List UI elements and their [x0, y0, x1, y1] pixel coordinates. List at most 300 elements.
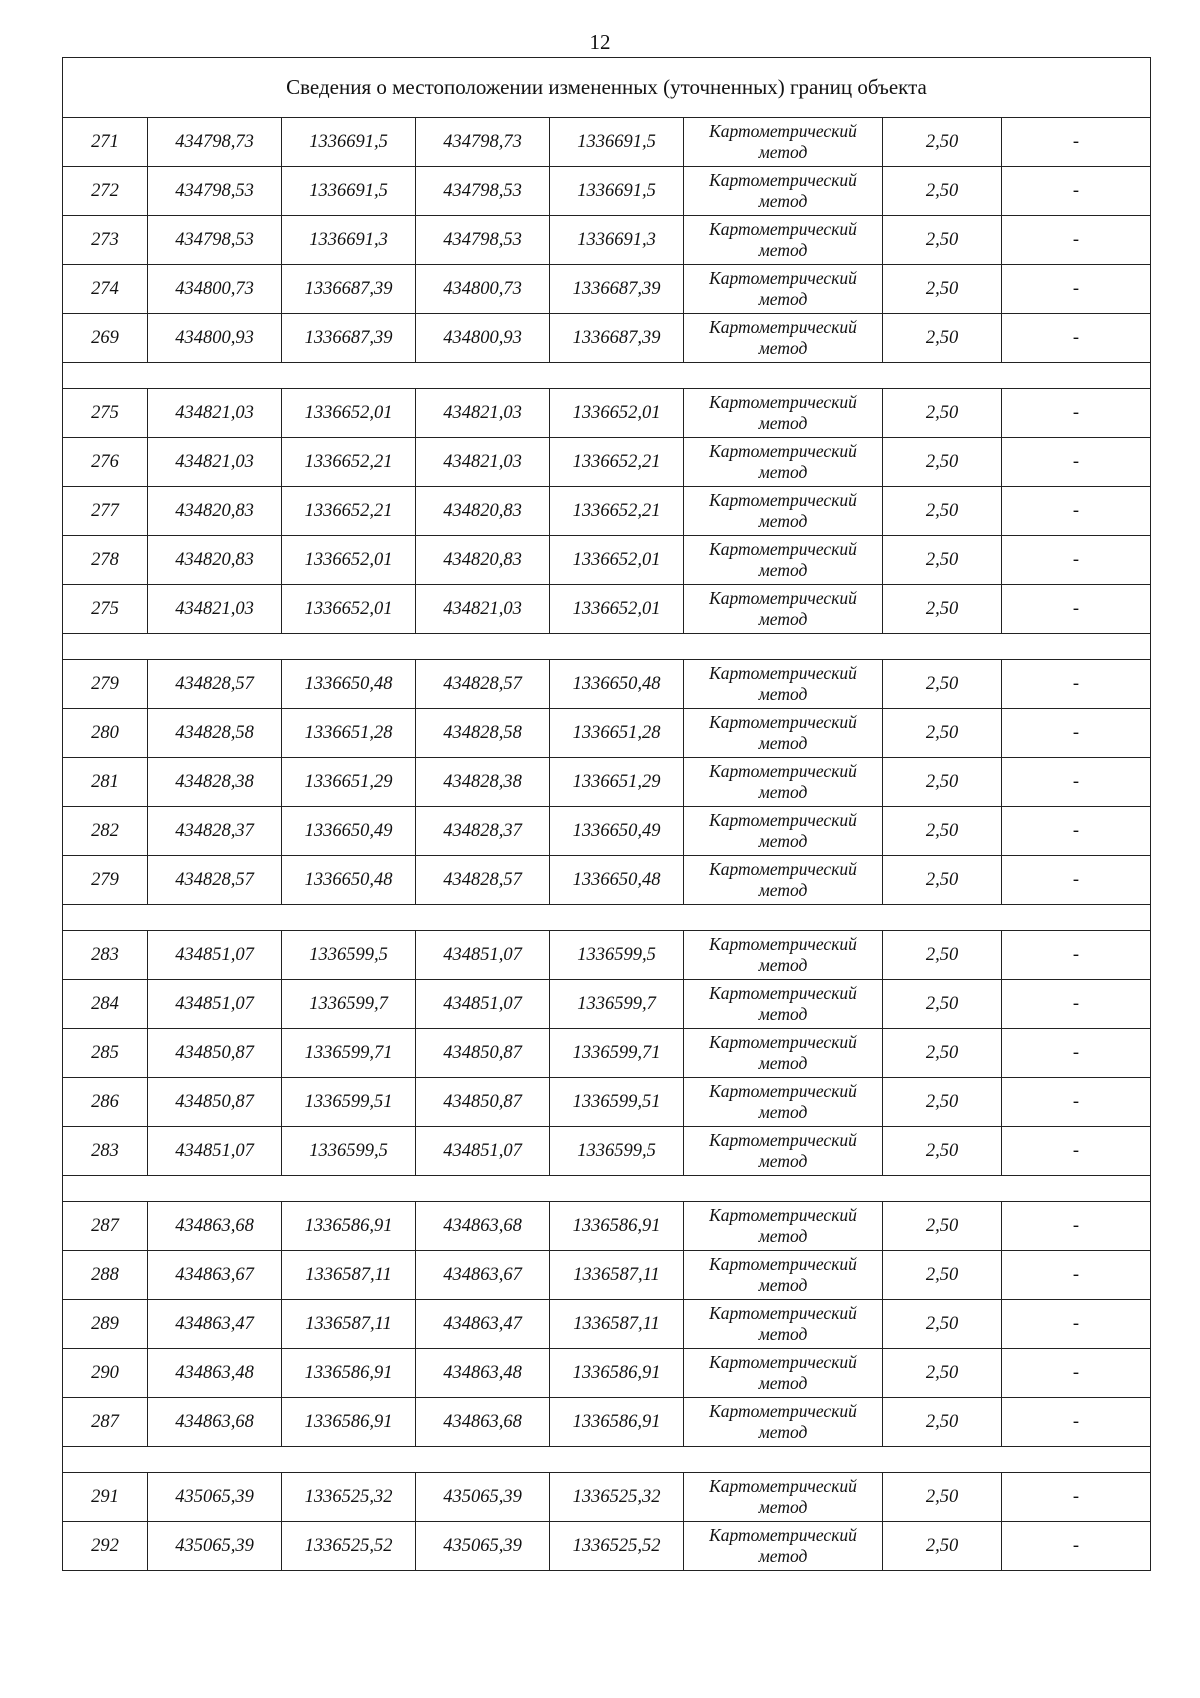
old-x-cell: 434800,93	[148, 314, 282, 363]
method-line-1: Картометрический	[709, 1401, 857, 1421]
accuracy-cell: 2,50	[883, 1473, 1002, 1522]
old-y-cell: 1336652,21	[282, 438, 416, 487]
method-cell	[684, 167, 883, 216]
point-number-cell: 287	[63, 1202, 148, 1251]
method-line-2: метод	[758, 1102, 808, 1122]
new-y-cell: 1336691,5	[550, 167, 684, 216]
method-line-1: Картометрический	[709, 934, 857, 954]
new-y-cell: 1336652,01	[550, 389, 684, 438]
point-number-cell: 283	[63, 931, 148, 980]
old-y-cell: 1336687,39	[282, 265, 416, 314]
new-x-cell: 434821,03	[416, 389, 550, 438]
point-number-cell: 287	[63, 1398, 148, 1447]
accuracy-cell: 2,50	[883, 389, 1002, 438]
point-number-cell: 286	[63, 1078, 148, 1127]
new-x-cell: 434851,07	[416, 980, 550, 1029]
point-number-cell: 280	[63, 709, 148, 758]
table-row	[63, 980, 1151, 1029]
method-line-2: метод	[758, 880, 808, 900]
old-x-cell: 434863,67	[148, 1251, 282, 1300]
method-line-1: Картометрический	[709, 1525, 857, 1545]
accuracy-cell: 2,50	[883, 1029, 1002, 1078]
method-line-2: метод	[758, 1226, 808, 1246]
old-x-cell: 434820,83	[148, 536, 282, 585]
separator-cell	[63, 1176, 1151, 1202]
method-line-1: Картометрический	[709, 1130, 857, 1150]
accuracy-cell: 2,50	[883, 1522, 1002, 1571]
method-cell	[684, 931, 883, 980]
new-y-cell: 1336599,7	[550, 980, 684, 1029]
old-y-cell: 1336586,91	[282, 1202, 416, 1251]
new-x-cell: 434851,07	[416, 1127, 550, 1176]
old-x-cell: 434820,83	[148, 487, 282, 536]
new-x-cell: 434828,37	[416, 807, 550, 856]
method-line-1: Картометрический	[709, 121, 857, 141]
description-cell: -	[1002, 1473, 1151, 1522]
method-line-1: Картометрический	[709, 268, 857, 288]
accuracy-cell: 2,50	[883, 536, 1002, 585]
new-x-cell: 434863,68	[416, 1202, 550, 1251]
new-x-cell: 434863,68	[416, 1398, 550, 1447]
point-number-cell: 281	[63, 758, 148, 807]
new-y-cell: 1336525,32	[550, 1473, 684, 1522]
method-line-2: метод	[758, 782, 808, 802]
new-y-cell: 1336652,01	[550, 536, 684, 585]
method-cell	[684, 1127, 883, 1176]
table-row	[63, 1202, 1151, 1251]
accuracy-cell: 2,50	[883, 487, 1002, 536]
new-x-cell: 434798,53	[416, 216, 550, 265]
description-cell: -	[1002, 931, 1151, 980]
old-x-cell: 434863,68	[148, 1398, 282, 1447]
description-cell: -	[1002, 487, 1151, 536]
point-number-cell: 282	[63, 807, 148, 856]
method-line-1: Картометрический	[709, 219, 857, 239]
old-x-cell: 434828,57	[148, 660, 282, 709]
old-x-cell: 434798,53	[148, 167, 282, 216]
point-number-cell: 288	[63, 1251, 148, 1300]
new-x-cell: 434820,83	[416, 487, 550, 536]
method-cell	[684, 1202, 883, 1251]
method-cell	[684, 807, 883, 856]
group-separator-row	[63, 634, 1151, 660]
method-cell	[684, 758, 883, 807]
method-line-1: Картометрический	[709, 1081, 857, 1101]
method-cell	[684, 536, 883, 585]
accuracy-cell: 2,50	[883, 314, 1002, 363]
method-line-2: метод	[758, 462, 808, 482]
point-number-cell: 271	[63, 118, 148, 167]
new-x-cell: 434800,73	[416, 265, 550, 314]
new-y-cell: 1336652,01	[550, 585, 684, 634]
new-x-cell: 434798,73	[416, 118, 550, 167]
new-y-cell: 1336587,11	[550, 1300, 684, 1349]
old-x-cell: 434800,73	[148, 265, 282, 314]
old-y-cell: 1336599,5	[282, 1127, 416, 1176]
table-row	[63, 438, 1151, 487]
accuracy-cell: 2,50	[883, 265, 1002, 314]
accuracy-cell: 2,50	[883, 1398, 1002, 1447]
method-line-2: метод	[758, 560, 808, 580]
new-y-cell: 1336599,5	[550, 1127, 684, 1176]
new-x-cell: 434828,38	[416, 758, 550, 807]
method-line-1: Картометрический	[709, 1254, 857, 1274]
coordinates-table	[62, 57, 1151, 1571]
table-row	[63, 709, 1151, 758]
separator-cell	[63, 1447, 1151, 1473]
point-number-cell: 292	[63, 1522, 148, 1571]
old-y-cell: 1336586,91	[282, 1398, 416, 1447]
method-cell	[684, 438, 883, 487]
old-y-cell: 1336691,3	[282, 216, 416, 265]
method-line-2: метод	[758, 511, 808, 531]
method-line-1: Картометрический	[709, 441, 857, 461]
accuracy-cell: 2,50	[883, 807, 1002, 856]
new-y-cell: 1336586,91	[550, 1398, 684, 1447]
description-cell: -	[1002, 856, 1151, 905]
point-number-cell: 274	[63, 265, 148, 314]
method-line-2: метод	[758, 1053, 808, 1073]
old-x-cell: 434863,47	[148, 1300, 282, 1349]
method-line-1: Картометрический	[709, 761, 857, 781]
method-line-2: метод	[758, 142, 808, 162]
method-line-2: метод	[758, 338, 808, 358]
new-x-cell: 434828,57	[416, 856, 550, 905]
new-y-cell: 1336586,91	[550, 1349, 684, 1398]
old-y-cell: 1336586,91	[282, 1349, 416, 1398]
point-number-cell: 278	[63, 536, 148, 585]
table-row	[63, 758, 1151, 807]
method-line-2: метод	[758, 684, 808, 704]
accuracy-cell: 2,50	[883, 1349, 1002, 1398]
old-y-cell: 1336599,71	[282, 1029, 416, 1078]
method-line-1: Картометрический	[709, 588, 857, 608]
old-x-cell: 435065,39	[148, 1473, 282, 1522]
method-line-2: метод	[758, 1422, 808, 1442]
new-y-cell: 1336687,39	[550, 265, 684, 314]
method-cell	[684, 1251, 883, 1300]
old-x-cell: 434821,03	[148, 438, 282, 487]
new-y-cell: 1336651,29	[550, 758, 684, 807]
point-number-cell: 289	[63, 1300, 148, 1349]
table-title: Сведения о местоположении измененных (уточненных) границ объекта	[63, 58, 1151, 118]
point-number-cell: 273	[63, 216, 148, 265]
old-x-cell: 434851,07	[148, 1127, 282, 1176]
new-x-cell: 434851,07	[416, 931, 550, 980]
description-cell: -	[1002, 167, 1151, 216]
method-line-2: метод	[758, 1151, 808, 1171]
method-cell	[684, 980, 883, 1029]
method-line-1: Картометрический	[709, 859, 857, 879]
table-row	[63, 265, 1151, 314]
old-x-cell: 434798,73	[148, 118, 282, 167]
description-cell: -	[1002, 1029, 1151, 1078]
page-number: 12	[589, 30, 611, 54]
accuracy-cell: 2,50	[883, 856, 1002, 905]
table-row	[63, 167, 1151, 216]
new-x-cell: 434798,53	[416, 167, 550, 216]
method-cell	[684, 709, 883, 758]
table-row	[63, 487, 1151, 536]
accuracy-cell: 2,50	[883, 1127, 1002, 1176]
old-y-cell: 1336691,5	[282, 167, 416, 216]
point-number-cell: 284	[63, 980, 148, 1029]
table-row	[63, 807, 1151, 856]
table-row	[63, 585, 1151, 634]
old-y-cell: 1336525,32	[282, 1473, 416, 1522]
old-y-cell: 1336587,11	[282, 1300, 416, 1349]
description-cell: -	[1002, 1127, 1151, 1176]
table-row	[63, 1349, 1151, 1398]
old-x-cell: 434828,57	[148, 856, 282, 905]
new-x-cell: 434863,47	[416, 1300, 550, 1349]
method-cell	[684, 487, 883, 536]
new-y-cell: 1336599,71	[550, 1029, 684, 1078]
method-line-2: метод	[758, 191, 808, 211]
old-x-cell: 434821,03	[148, 389, 282, 438]
new-y-cell: 1336587,11	[550, 1251, 684, 1300]
method-cell	[684, 314, 883, 363]
description-cell: -	[1002, 265, 1151, 314]
new-y-cell: 1336691,3	[550, 216, 684, 265]
old-x-cell: 434863,68	[148, 1202, 282, 1251]
old-y-cell: 1336652,01	[282, 389, 416, 438]
method-line-1: Картометрический	[709, 983, 857, 1003]
old-y-cell: 1336691,5	[282, 118, 416, 167]
old-x-cell: 435065,39	[148, 1522, 282, 1571]
method-line-2: метод	[758, 240, 808, 260]
group-separator-row	[63, 905, 1151, 931]
method-line-2: метод	[758, 733, 808, 753]
point-number-cell: 277	[63, 487, 148, 536]
table-row	[63, 1251, 1151, 1300]
new-y-cell: 1336599,5	[550, 931, 684, 980]
table-row	[63, 389, 1151, 438]
description-cell: -	[1002, 1078, 1151, 1127]
accuracy-cell: 2,50	[883, 1078, 1002, 1127]
description-cell: -	[1002, 660, 1151, 709]
old-x-cell: 434863,48	[148, 1349, 282, 1398]
description-cell: -	[1002, 758, 1151, 807]
accuracy-cell: 2,50	[883, 438, 1002, 487]
method-line-1: Картометрический	[709, 1303, 857, 1323]
group-separator-row	[63, 1447, 1151, 1473]
old-x-cell: 434851,07	[148, 980, 282, 1029]
new-y-cell: 1336599,51	[550, 1078, 684, 1127]
method-cell	[684, 660, 883, 709]
table-row	[63, 1473, 1151, 1522]
table-row	[63, 1522, 1151, 1571]
new-x-cell: 435065,39	[416, 1522, 550, 1571]
accuracy-cell: 2,50	[883, 167, 1002, 216]
point-number-cell: 279	[63, 856, 148, 905]
description-cell: -	[1002, 1398, 1151, 1447]
old-y-cell: 1336652,01	[282, 585, 416, 634]
table-row	[63, 1398, 1151, 1447]
method-line-2: метод	[758, 1324, 808, 1344]
old-y-cell: 1336525,52	[282, 1522, 416, 1571]
new-y-cell: 1336650,48	[550, 660, 684, 709]
new-x-cell: 434850,87	[416, 1029, 550, 1078]
accuracy-cell: 2,50	[883, 660, 1002, 709]
table-row	[63, 1078, 1151, 1127]
accuracy-cell: 2,50	[883, 1251, 1002, 1300]
description-cell: -	[1002, 1300, 1151, 1349]
new-y-cell: 1336652,21	[550, 487, 684, 536]
old-y-cell: 1336599,5	[282, 931, 416, 980]
method-line-2: метод	[758, 1004, 808, 1024]
old-y-cell: 1336651,29	[282, 758, 416, 807]
method-line-1: Картометрический	[709, 392, 857, 412]
old-x-cell: 434850,87	[148, 1078, 282, 1127]
new-x-cell: 434863,48	[416, 1349, 550, 1398]
point-number-cell: 275	[63, 389, 148, 438]
method-line-1: Картометрический	[709, 810, 857, 830]
new-x-cell: 434821,03	[416, 585, 550, 634]
old-x-cell: 434798,53	[148, 216, 282, 265]
accuracy-cell: 2,50	[883, 1300, 1002, 1349]
method-cell	[684, 389, 883, 438]
description-cell: -	[1002, 438, 1151, 487]
old-x-cell: 434850,87	[148, 1029, 282, 1078]
description-cell: -	[1002, 1202, 1151, 1251]
old-y-cell: 1336652,01	[282, 536, 416, 585]
old-y-cell: 1336687,39	[282, 314, 416, 363]
point-number-cell: 269	[63, 314, 148, 363]
description-cell: -	[1002, 1251, 1151, 1300]
method-line-2: метод	[758, 1497, 808, 1517]
description-cell: -	[1002, 118, 1151, 167]
method-cell	[684, 1398, 883, 1447]
new-y-cell: 1336651,28	[550, 709, 684, 758]
accuracy-cell: 2,50	[883, 980, 1002, 1029]
method-line-1: Картометрический	[709, 663, 857, 683]
table-row	[63, 660, 1151, 709]
new-y-cell: 1336691,5	[550, 118, 684, 167]
method-line-1: Картометрический	[709, 1476, 857, 1496]
method-line-2: метод	[758, 831, 808, 851]
group-separator-row	[63, 1176, 1151, 1202]
new-y-cell: 1336525,52	[550, 1522, 684, 1571]
description-cell: -	[1002, 585, 1151, 634]
point-number-cell: 291	[63, 1473, 148, 1522]
old-x-cell: 434828,58	[148, 709, 282, 758]
new-y-cell: 1336652,21	[550, 438, 684, 487]
description-cell: -	[1002, 980, 1151, 1029]
separator-cell	[63, 634, 1151, 660]
table-row	[63, 1029, 1151, 1078]
table-row	[63, 118, 1151, 167]
new-x-cell: 434828,58	[416, 709, 550, 758]
method-cell	[684, 1522, 883, 1571]
method-line-1: Картометрический	[709, 712, 857, 732]
table-row	[63, 536, 1151, 585]
new-y-cell: 1336650,49	[550, 807, 684, 856]
group-separator-row	[63, 363, 1151, 389]
method-line-2: метод	[758, 413, 808, 433]
new-x-cell: 434820,83	[416, 536, 550, 585]
description-cell: -	[1002, 389, 1151, 438]
table-row	[63, 314, 1151, 363]
old-x-cell: 434821,03	[148, 585, 282, 634]
new-y-cell: 1336650,48	[550, 856, 684, 905]
description-cell: -	[1002, 536, 1151, 585]
old-y-cell: 1336652,21	[282, 487, 416, 536]
old-y-cell: 1336650,48	[282, 856, 416, 905]
new-y-cell: 1336687,39	[550, 314, 684, 363]
description-cell: -	[1002, 216, 1151, 265]
new-y-cell: 1336586,91	[550, 1202, 684, 1251]
new-x-cell: 434828,57	[416, 660, 550, 709]
new-x-cell: 434850,87	[416, 1078, 550, 1127]
new-x-cell: 435065,39	[416, 1473, 550, 1522]
accuracy-cell: 2,50	[883, 709, 1002, 758]
method-line-2: метод	[758, 289, 808, 309]
new-x-cell: 434863,67	[416, 1251, 550, 1300]
method-cell	[684, 585, 883, 634]
method-line-1: Картометрический	[709, 170, 857, 190]
point-number-cell: 290	[63, 1349, 148, 1398]
method-line-2: метод	[758, 1546, 808, 1566]
description-cell: -	[1002, 1349, 1151, 1398]
method-cell	[684, 1349, 883, 1398]
old-x-cell: 434828,38	[148, 758, 282, 807]
accuracy-cell: 2,50	[883, 1202, 1002, 1251]
accuracy-cell: 2,50	[883, 758, 1002, 807]
method-cell	[684, 1029, 883, 1078]
old-x-cell: 434851,07	[148, 931, 282, 980]
new-x-cell: 434800,93	[416, 314, 550, 363]
method-line-1: Картометрический	[709, 1205, 857, 1225]
table-title-row	[63, 58, 1151, 118]
method-line-1: Картометрический	[709, 317, 857, 337]
method-cell	[684, 216, 883, 265]
point-number-cell: 272	[63, 167, 148, 216]
method-line-2: метод	[758, 609, 808, 629]
old-x-cell: 434828,37	[148, 807, 282, 856]
point-number-cell: 279	[63, 660, 148, 709]
point-number-cell: 276	[63, 438, 148, 487]
method-cell	[684, 118, 883, 167]
method-line-1: Картометрический	[709, 1032, 857, 1052]
method-cell	[684, 1078, 883, 1127]
point-number-cell: 285	[63, 1029, 148, 1078]
point-number-cell: 283	[63, 1127, 148, 1176]
table-row	[63, 1127, 1151, 1176]
table-row	[63, 931, 1151, 980]
old-y-cell: 1336599,51	[282, 1078, 416, 1127]
old-y-cell: 1336599,7	[282, 980, 416, 1029]
old-y-cell: 1336650,49	[282, 807, 416, 856]
method-line-1: Картометрический	[709, 1352, 857, 1372]
separator-cell	[63, 363, 1151, 389]
accuracy-cell: 2,50	[883, 216, 1002, 265]
description-cell: -	[1002, 709, 1151, 758]
description-cell: -	[1002, 314, 1151, 363]
table-row	[63, 216, 1151, 265]
method-cell	[684, 265, 883, 314]
new-x-cell: 434821,03	[416, 438, 550, 487]
method-line-2: метод	[758, 1275, 808, 1295]
method-cell	[684, 1473, 883, 1522]
method-line-2: метод	[758, 955, 808, 975]
accuracy-cell: 2,50	[883, 118, 1002, 167]
method-line-1: Картометрический	[709, 490, 857, 510]
method-cell	[684, 856, 883, 905]
method-line-1: Картометрический	[709, 539, 857, 559]
old-y-cell: 1336650,48	[282, 660, 416, 709]
description-cell: -	[1002, 807, 1151, 856]
